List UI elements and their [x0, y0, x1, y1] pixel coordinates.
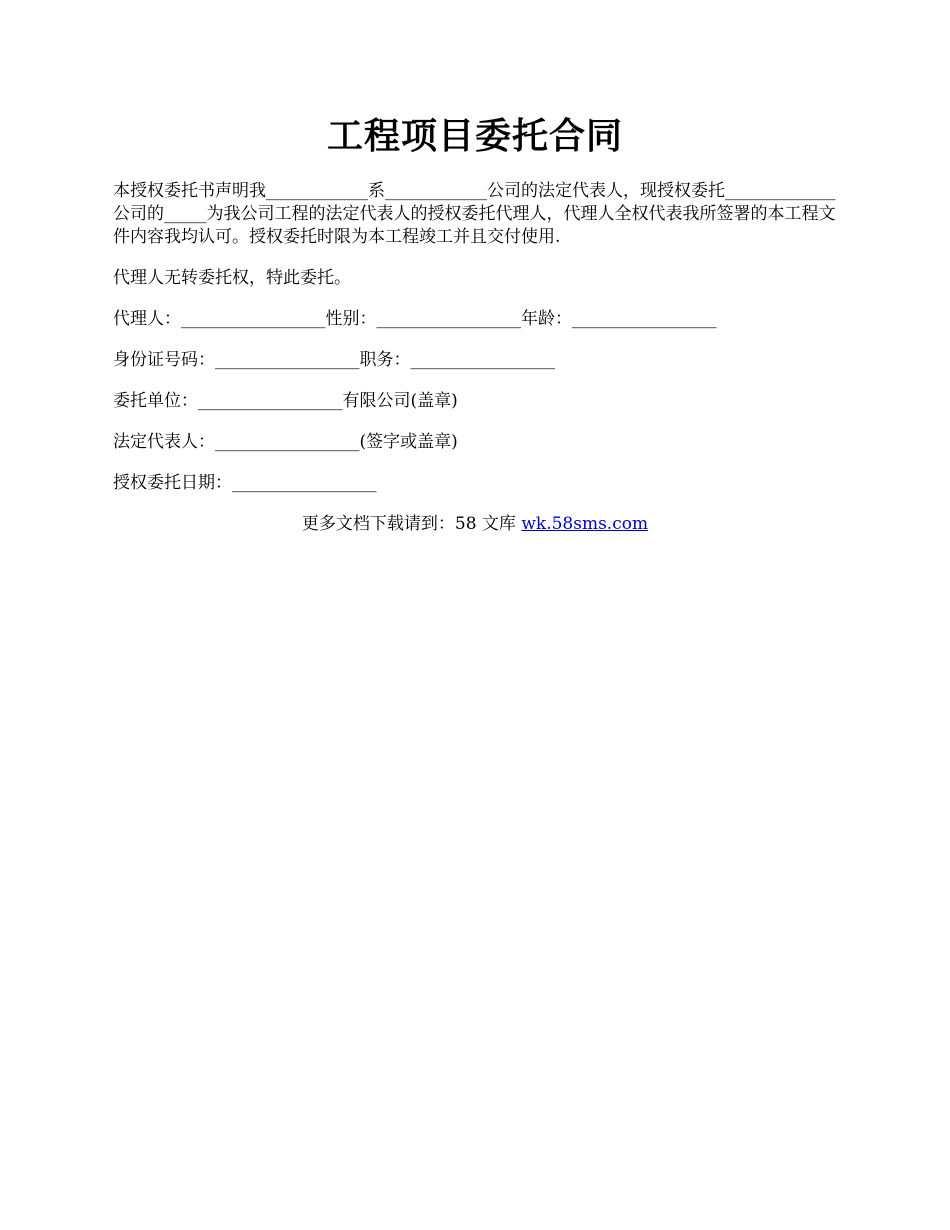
footer-text: 更多文档下载请到：58 文库 — [301, 514, 522, 534]
no-transfer-statement: 代理人无转委托权，特此委托。 — [113, 268, 351, 288]
entrusting-unit-line: 委托单位：_________________有限公司(盖章) — [113, 391, 458, 411]
agent-info-line: 代理人：_________________性别：_________________年龄：_________________ — [113, 309, 717, 329]
intro-paragraph: 本授权委托书声明我____________系____________公司的法定代表人，现授权委托_____________公司的_____为我公司工程的法定代表人的授权委托代理人，代理人全权代表我所签署的本工程文件内容我均认可。授权委托时限为本工程竣工并且交付使用. — [113, 181, 836, 247]
id-position-line: 身份证号码：_________________职务：_________________ — [113, 350, 555, 370]
footer-link[interactable]: wk.58sms.com — [521, 514, 649, 534]
legal-representative-line: 法定代表人：_________________(签字或盖章) — [113, 432, 458, 452]
document-body — [113, 180, 843, 495]
authorization-date-line: 授权委托日期：_________________ — [113, 473, 377, 493]
document-title: 工程项目委托合同 — [326, 115, 623, 157]
download-footer — [0, 513, 950, 536]
